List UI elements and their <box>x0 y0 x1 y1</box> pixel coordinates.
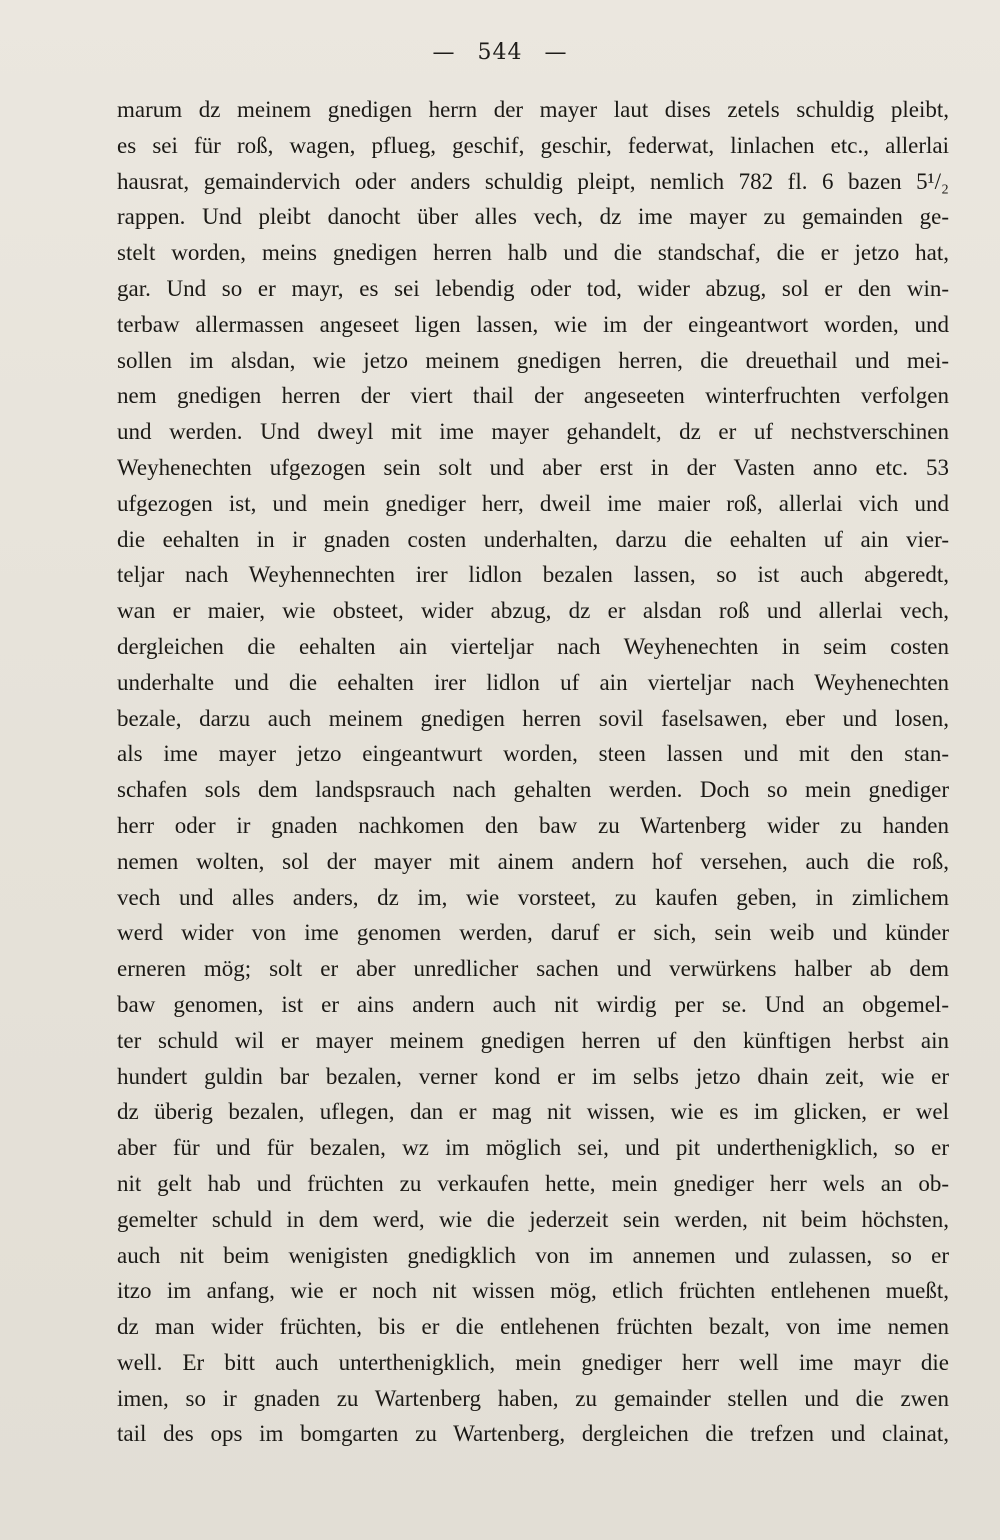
text-line: stelt worden, meins gnedigen herren halb und die standschaf, die er jetzo hat, <box>117 240 949 266</box>
text-line: werd wider von ime genomen werden, daruf er sich, sein weib und künder <box>117 920 949 946</box>
text-line: nem gnedigen herren der viert thail der angeseeten winterfruchten verfolgen <box>117 383 949 409</box>
text-line: rappen. Und pleibt danocht über alles vech, dz ime mayer zu gemainden ge- <box>117 204 949 230</box>
page-number-dash-right: — <box>544 40 568 65</box>
text-line: imen, so ir gnaden zu Wartenberg haben, zu gemainder stellen und die zwen <box>117 1385 949 1411</box>
text-line: well. Er bitt auch unterthenigklich, mein gnediger herr well ime mayr die <box>117 1349 949 1375</box>
text-line: baw genomen, ist er ains andern auch nit wirdig per se. Und an obgemel- <box>117 991 949 1017</box>
text-line: teljar nach Weyhennechten irer lidlon bezalen lassen, so ist auch abgeredt, <box>117 562 949 588</box>
text-line: aber für und für bezalen, wz im möglich sei, und pit underthenigklich, so er <box>117 1135 949 1161</box>
text-line: marum dz meinem gnedigen herrn der mayer laut dises zetels schuldig pleibt, <box>117 97 949 122</box>
text-line: vech und alles anders, dz im, wie vorsteet, zu kaufen geben, in zimlichem <box>117 884 949 910</box>
text-line: wan er maier, wie obsteet, wider abzug, dz er alsdan roß und allerlai vech, <box>117 598 949 624</box>
text-line: gemelter schuld in dem werd, wie die jederzeit sein werden, nit beim höchsten, <box>117 1206 949 1232</box>
text-line: herr oder ir gnaden nachkomen den baw zu Wartenberg wider zu handen <box>117 812 949 838</box>
text-line: die eehalten in ir gnaden costen underhalten, darzu die eehalten uf ain vier- <box>117 526 949 552</box>
text-line: ter schuld wil er mayer meinem gnedigen herren uf den künftigen herbst ain <box>117 1027 949 1053</box>
body-text <box>117 92 949 1452</box>
text-line: dergleichen die eehalten ain vierteljar nach Weyhenechten in seim costen <box>117 633 949 659</box>
text-line: dz man wider früchten, bis er die entlehenen früchten bezalt, von ime nemen <box>117 1314 949 1340</box>
text-line: terbaw allermassen angeseet ligen lassen, wie im der eingeantwort worden, und <box>117 311 949 337</box>
text-line: gar. Und so er mayr, es sei lebendig oder tod, wider abzug, sol er den win- <box>117 275 949 301</box>
text-line: bezale, darzu auch meinem gnedigen herren sovil faselsawen, eber und losen, <box>117 705 949 731</box>
text-line: als ime mayer jetzo eingeantwurt worden, steen lassen und mit den stan- <box>117 741 949 767</box>
page-number: 544 <box>477 40 523 65</box>
text-line: es sei für roß, wagen, pflueg, geschif, geschir, federwat, linlachen etc., allerlai <box>117 132 949 158</box>
text-line: ufgezogen ist, und mein gnediger herr, dweil ime maier roß, allerlai vich und <box>117 490 949 516</box>
text-line: sollen im alsdan, wie jetzo meinem gnedigen herren, die dreuethail und mei- <box>117 347 949 373</box>
page-number-dash-left: — <box>432 40 456 65</box>
text-line: auch nit beim wenigisten gnedigklich von im annemen und zulassen, so er <box>117 1242 949 1268</box>
text-line: schafen sols dem landspsrauch nach gehalten werden. Doch so mein gnediger <box>117 777 949 803</box>
text-line: hausrat, gemaindervich oder anders schuldig pleipt, nemlich 782 fl. 6 bazen 5¹/₂ <box>117 168 949 194</box>
text-line: tail des ops im bomgarten zu Wartenberg, dergleichen die trefzen und clainat, <box>117 1421 949 1447</box>
text-line: hundert guldin bar bezalen, verner kond er im selbs jetzo dhain zeit, wie er <box>117 1063 949 1089</box>
text-line: erneren mög; solt er aber unredlicher sachen und verwürkens halber ab dem <box>117 956 949 982</box>
page-number-header <box>0 40 1000 65</box>
text-line: nit gelt hab und früchten zu verkaufen hette, mein gnediger herr wels an ob- <box>117 1170 949 1196</box>
text-line: nemen wolten, sol der mayer mit ainem andern hof versehen, auch die roß, <box>117 848 949 874</box>
text-line: und werden. Und dweyl mit ime mayer gehandelt, dz er uf nechstverschinen <box>117 419 949 445</box>
text-line: itzo im anfang, wie er noch nit wissen mög, etlich früchten entlehenen mueßt, <box>117 1278 949 1304</box>
text-line: dz überig bezalen, uflegen, dan er mag nit wissen, wie es im glicken, er wel <box>117 1099 949 1125</box>
text-line: Weyhenechten ufgezogen sein solt und aber erst in der Vasten anno etc. 53 <box>117 454 949 480</box>
text-line: underhalte und die eehalten irer lidlon uf ain vierteljar nach Weyhenechten <box>117 669 949 695</box>
